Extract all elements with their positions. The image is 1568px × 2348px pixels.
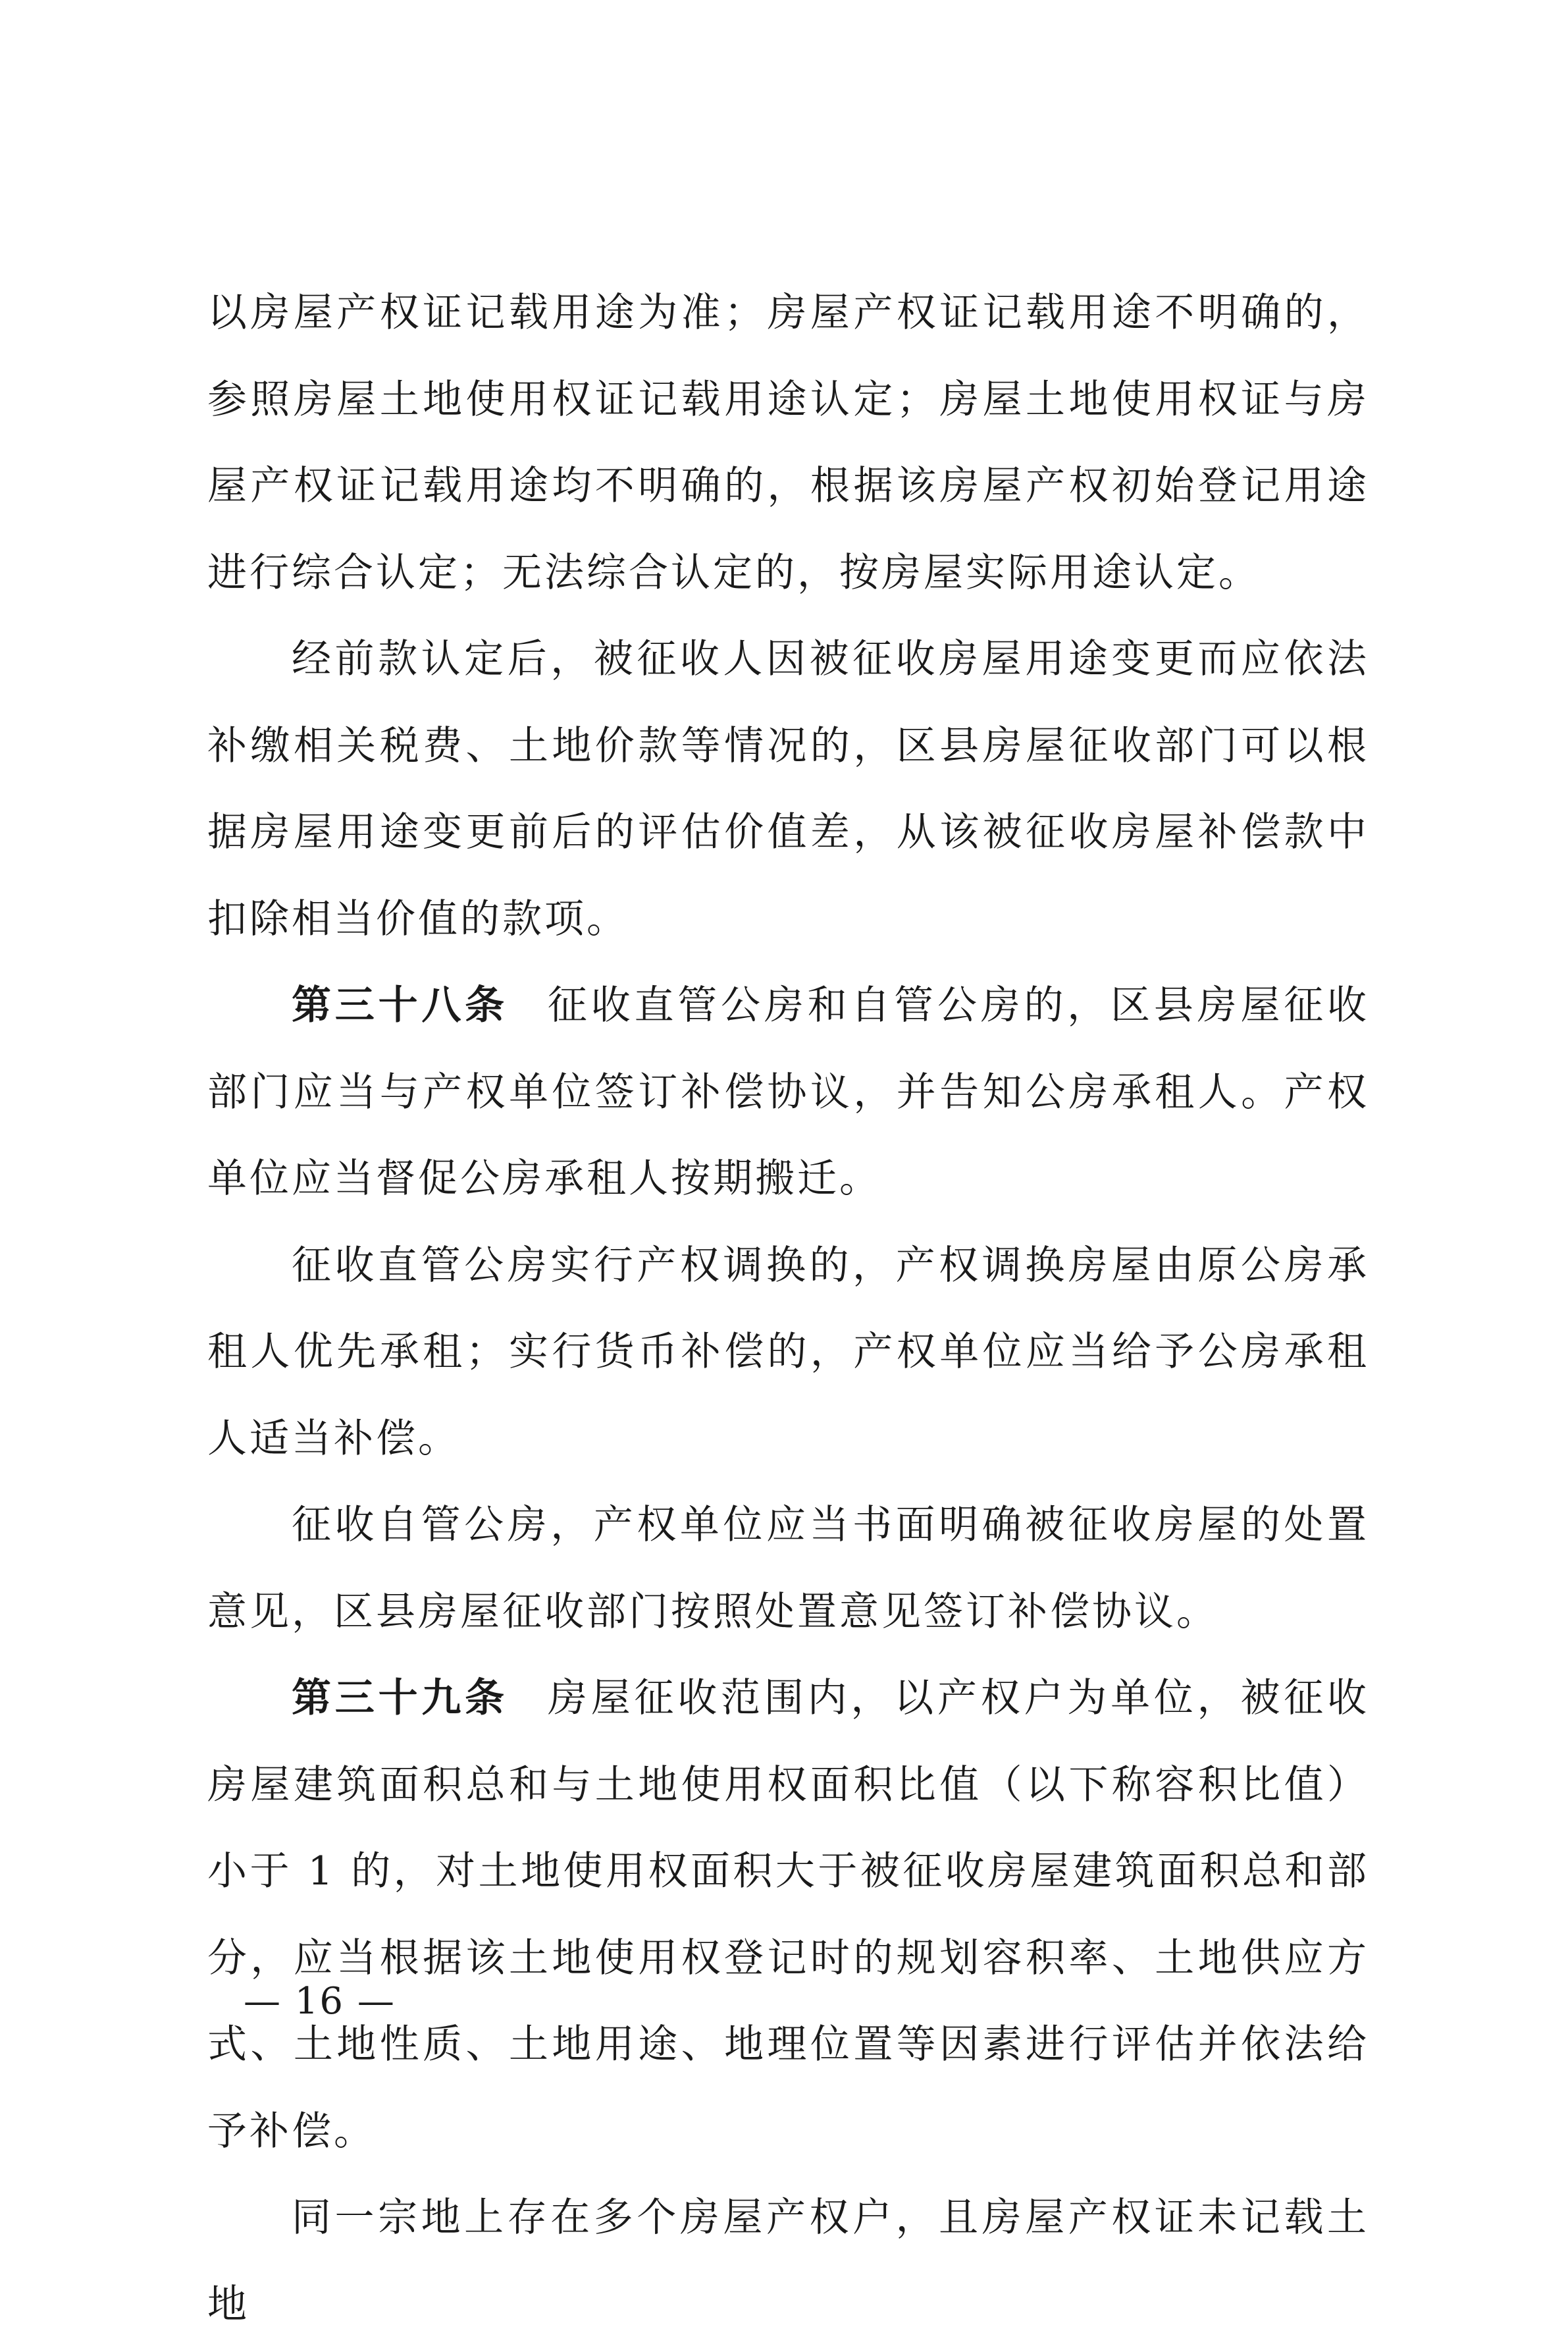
paragraph-text: 同一宗地上存在多个房屋产权户，且房屋产权证未记载土地 (207, 2195, 1369, 2328)
paragraph-text: 房屋征收范围内，以产权户为单位，被征收房屋建筑面积总和与土地使用权面积比值（以下称容积比值）小于 1 的，对土地使用权面积大于被征收房屋建筑面积总和部分，应当根据该土地使用权登记时的规划容积率、土地供应方式、土地性质、土地用途、地理位置等因素进行评估并依法给予补偿。 (207, 1675, 1370, 2154)
paragraph-text: 征收直管公房实行产权调换的，产权调换房屋由原公房承租人优先承租；实行货币补偿的，产权单位应当给予公房承租人适当补偿。 (207, 1242, 1369, 1462)
article-heading: 第三十九条 (292, 1675, 508, 1721)
paragraph-text: 征收自管公房，产权单位应当书面明确被征收房屋的处置意见，区县房屋征收部门按照处置意见签订补偿协议。 (207, 1502, 1369, 1635)
paragraph-5 (207, 1482, 1369, 1655)
paragraph-1 (207, 270, 1369, 616)
document-body (207, 270, 1369, 2348)
paragraph-text: 经前款认定后，被征收人因被征收房屋用途变更而应依法补缴相关税费、土地价款等情况的，区县房屋征收部门可以根据房屋用途变更前后的评估价值差，从该被征收房屋补偿款中扣除相当价值的款项。 (207, 636, 1369, 942)
paragraph-text: 征收直管公房和自管公房的，区县房屋征收部门应当与产权单位签订补偿协议，并告知公房承租人。产权单位应当督促公房承租人按期搬迁。 (207, 982, 1370, 1202)
paragraph-7 (207, 2175, 1369, 2348)
paragraph-4 (207, 1223, 1369, 1483)
article-38 (207, 963, 1369, 1223)
article-39 (207, 1655, 1369, 2175)
paragraph-text: 以房屋产权证记载用途为准；房屋产权证记载用途不明确的，参照房屋土地使用权证记载用途认定；房屋土地使用权证与房屋产权证记载用途均不明确的，根据该房屋产权初始登记用途进行综合认定；无法综合认定的，按房屋实际用途认定。 (207, 290, 1369, 596)
article-heading: 第三十八条 (292, 982, 508, 1028)
paragraph-2 (207, 616, 1369, 963)
page-number: — 16 — (244, 1980, 396, 2023)
